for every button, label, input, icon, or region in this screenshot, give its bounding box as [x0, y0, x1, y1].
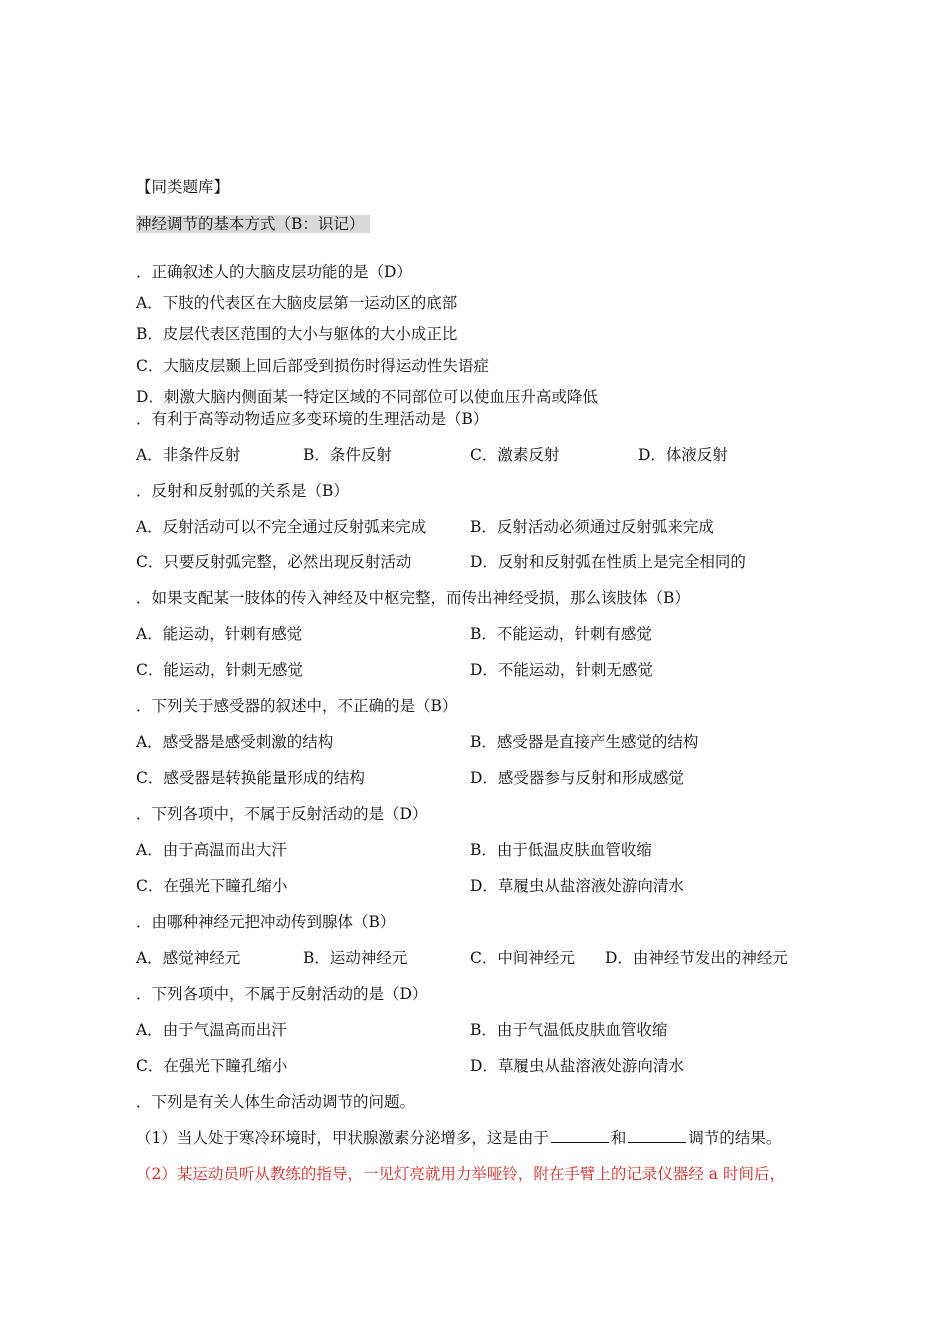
q4-option-c: C．能运动，针刺无感觉 — [136, 661, 303, 679]
topic-heading-text: 神经调节的基本方式（B：识记） — [136, 215, 370, 233]
q2-option-b: B．条件反射 — [303, 446, 392, 464]
q1-option-d: D．刺激大脑内侧面某一特定区域的不同部位可以使血压升高或降低 — [136, 388, 598, 406]
question-6: ．下列各项中，不属于反射活动的是（D） — [136, 805, 428, 823]
q1-option-b: B．皮层代表区范围的大小与躯体的大小成正比 — [136, 325, 458, 343]
q9-part-1-text-b: 和 — [610, 1129, 627, 1147]
q8-option-b: B．由于气温低皮肤血管收缩 — [470, 1021, 668, 1039]
answer-blank-2[interactable] — [628, 1128, 686, 1143]
q7-option-b: B．运动神经元 — [303, 949, 408, 967]
q3-option-a: A．反射活动可以不完全通过反射弧来完成 — [136, 518, 427, 536]
question-4: ．如果支配某一肢体的传入神经及中枢完整，而传出神经受损，那么该肢体（B） — [136, 589, 690, 607]
q8-option-a: A．由于气温高而出汗 — [136, 1021, 287, 1039]
q2-option-d: D．体液反射 — [638, 446, 728, 464]
q6-option-a: A．由于高温而出大汗 — [136, 841, 287, 859]
q8-option-c: C．在强光下瞳孔缩小 — [136, 1057, 288, 1075]
q5-option-b: B．感受器是直接产生感觉的结构 — [470, 733, 699, 751]
q8-option-d: D．草履虫从盐溶液处游向清水 — [470, 1057, 684, 1075]
q5-option-d: D．感受器参与反射和形成感觉 — [470, 769, 684, 787]
q4-option-d: D．不能运动，针刺无感觉 — [470, 661, 653, 679]
q9-part-1 — [136, 1128, 781, 1148]
q3-option-d: D．反射和反射弧在性质上是完全相同的 — [470, 553, 746, 571]
q9-part-2: （2）某运动员听从教练的指导，一见灯亮就用力举哑铃，附在手臂上的记录仪器经 a 时间后， — [136, 1165, 785, 1183]
question-7: ．由哪种神经元把冲动传到腺体（B） — [136, 913, 396, 931]
q4-option-a: A．能运动，针刺有感觉 — [136, 625, 303, 643]
q6-option-c: C．在强光下瞳孔缩小 — [136, 877, 288, 895]
answer-blank-1[interactable] — [551, 1128, 609, 1143]
q9-part-1-text-c: 调节的结果。 — [688, 1129, 782, 1147]
question-3: ．反射和反射弧的关系是（B） — [136, 482, 349, 500]
q7-option-d: D．由神经节发出的神经元 — [605, 949, 788, 967]
q5-option-c: C．感受器是转换能量形成的结构 — [136, 769, 365, 787]
section-title: 【同类题库】 — [136, 178, 230, 196]
question-2: ．有利于高等动物适应多变环境的生理活动是（B） — [136, 410, 489, 428]
q2-option-c: C．激素反射 — [470, 446, 560, 464]
q4-option-b: B．不能运动，针刺有感觉 — [470, 625, 652, 643]
q7-option-a: A．感觉神经元 — [136, 949, 241, 967]
q2-option-a: A．非条件反射 — [136, 446, 241, 464]
q1-option-c: C．大脑皮层颞上回后部受到损伤时得运动性失语症 — [136, 357, 489, 375]
topic-heading — [136, 214, 370, 234]
question-5: ．下列关于感受器的叙述中，不正确的是（B） — [136, 697, 458, 715]
question-8: ．下列各项中，不属于反射活动的是（D） — [136, 985, 428, 1003]
q9-part-1-text-a: （1）当人处于寒冷环境时，甲状腺激素分泌增多，这是由于 — [136, 1129, 549, 1147]
q1-option-a: A．下肢的代表区在大脑皮层第一运动区的底部 — [136, 294, 458, 312]
q3-option-b: B．反射活动必须通过反射弧来完成 — [470, 518, 714, 536]
question-1: ．正确叙述人的大脑皮层功能的是（D） — [136, 263, 412, 281]
q7-option-c: C．中间神经元 — [470, 949, 575, 967]
question-9: ．下列是有关人体生命活动调节的问题。 — [136, 1093, 416, 1111]
q6-option-b: B．由于低温皮肤血管收缩 — [470, 841, 652, 859]
q3-option-c: C．只要反射弧完整，必然出现反射活动 — [136, 553, 412, 571]
q6-option-d: D．草履虫从盐溶液处游向清水 — [470, 877, 684, 895]
q5-option-a: A．感受器是感受刺激的结构 — [136, 733, 334, 751]
